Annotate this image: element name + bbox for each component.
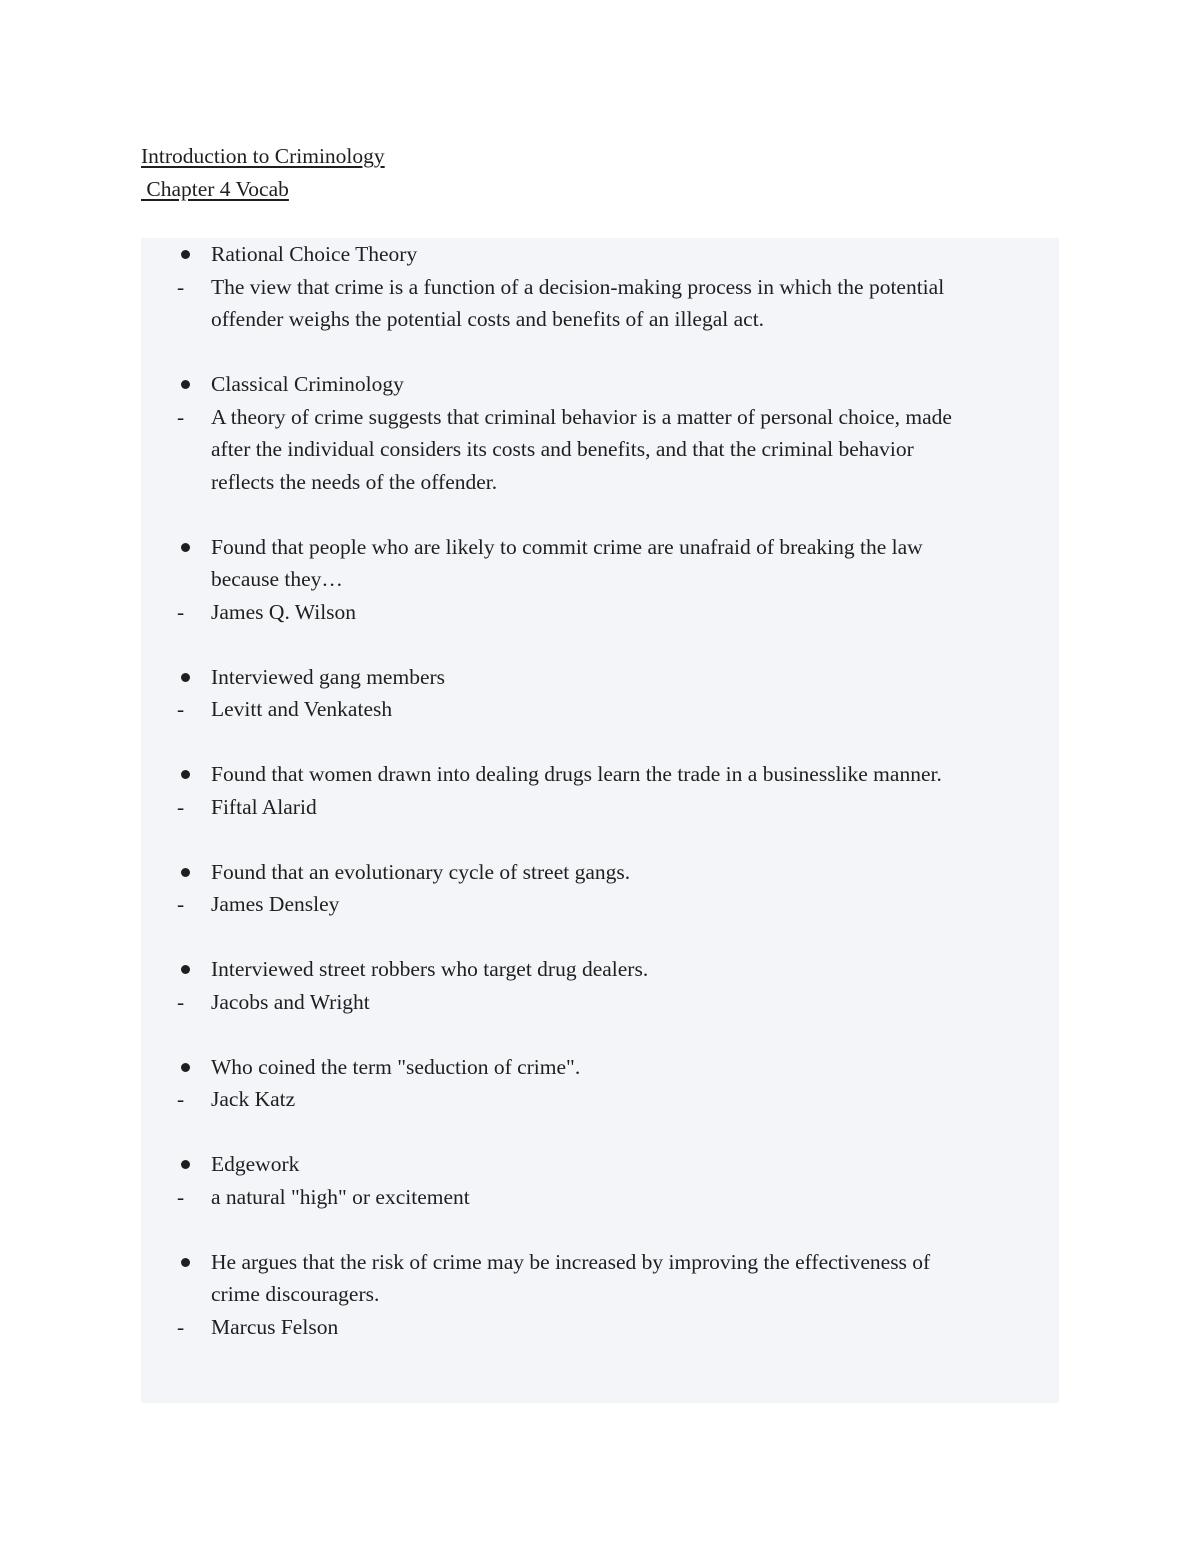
definition-row [141,1083,1059,1116]
dash-marker: - [177,892,185,916]
definition-text: a natural "high" or excitement [211,1184,470,1209]
definition-row [141,791,1059,824]
term-text: He argues that the risk of crime may be increased by improving the effectiveness of [211,1249,931,1274]
definition-row [141,303,1059,336]
term-row [141,1246,1059,1279]
definition-row [141,401,1059,434]
definition-row [141,433,1059,466]
term-row [141,238,1059,271]
bullet-icon [181,1160,190,1169]
document-subtitle: Chapter 4 Vocab [141,177,289,201]
vocab-entry [141,856,1059,921]
term-text: Rational Choice Theory [211,242,418,266]
vocab-entry [141,1148,1059,1213]
vocab-entry [141,238,1059,336]
term-text: Classical Criminology [211,372,404,396]
vocab-entry [141,953,1059,1018]
term-row [141,531,1059,564]
definition-text: Jack Katz [211,1087,296,1111]
dash-marker: - [177,274,185,299]
bullet-icon [181,673,190,682]
vocab-entry [141,758,1059,823]
definition-text: after the individual considers its costs and benefits, and that the criminal behavior [211,437,914,461]
term-row [141,1278,1059,1311]
term-row [141,661,1059,694]
dash-marker: - [177,1184,185,1209]
dash-marker: - [177,1314,185,1339]
definition-text: James Q. Wilson [211,599,357,624]
bullet-icon [181,1258,190,1267]
bullet-icon [181,965,190,974]
term-text: Who coined the term "seduction of crime". [211,1054,581,1079]
definition-text: Levitt and Venkatesh [211,697,393,721]
bullet-icon [181,868,190,877]
definition-text: Fiftal Alarid [211,794,317,819]
term-row [141,368,1059,401]
term-text: Found that an evolutionary cycle of street gangs. [211,859,631,884]
term-text: Found that people who are likely to commit crime are unafraid of breaking the law [211,534,923,559]
vocab-entry [141,1051,1059,1116]
definition-text: A theory of crime suggests that criminal behavior is a matter of personal choice, made [211,404,952,429]
definition-text: The view that crime is a function of a decision-making process in which the potential [211,274,945,299]
definition-row [141,986,1059,1019]
dash-marker: - [177,794,185,819]
dash-marker: - [177,989,185,1014]
term-text: Interviewed gang members [211,664,446,689]
term-row [141,953,1059,986]
bullet-icon [181,1063,190,1072]
vocab-list [141,238,1059,1403]
term-row [141,563,1059,596]
definition-row [141,888,1059,921]
term-row [141,856,1059,889]
term-text: crime discouragers. [211,1282,380,1306]
definition-row [141,271,1059,304]
term-row [141,1148,1059,1181]
term-text: Found that women drawn into dealing drugs learn the trade in a businesslike manner. [211,762,942,786]
definition-row [141,1181,1059,1214]
bullet-icon [181,770,190,779]
definition-text: reflects the needs of the offender. [211,469,498,494]
definition-row [141,596,1059,629]
dash-marker: - [177,404,185,429]
definition-text: Jacobs and Wright [211,989,370,1014]
definition-text: Marcus Felson [211,1314,339,1339]
term-row [141,758,1059,791]
vocab-entry [141,531,1059,629]
dash-marker: - [177,1087,185,1111]
dash-marker: - [177,697,185,721]
term-row [141,1051,1059,1084]
definition-row [141,693,1059,726]
vocab-entry [141,661,1059,726]
bullet-icon [181,543,190,552]
definition-row [141,466,1059,499]
term-text: Interviewed street robbers who target drug dealers. [211,957,649,981]
definition-text: James Densley [211,892,340,916]
bullet-icon [181,380,190,389]
dash-marker: - [177,599,185,624]
definition-text: offender weighs the potential costs and benefits of an illegal act. [211,307,765,331]
term-text: because they… [211,567,343,591]
definition-row [141,1311,1059,1344]
vocab-entry [141,368,1059,498]
bullet-icon [181,250,190,259]
term-text: Edgework [211,1152,300,1176]
document-title: Introduction to Criminology [141,144,385,168]
vocab-entry [141,1246,1059,1344]
